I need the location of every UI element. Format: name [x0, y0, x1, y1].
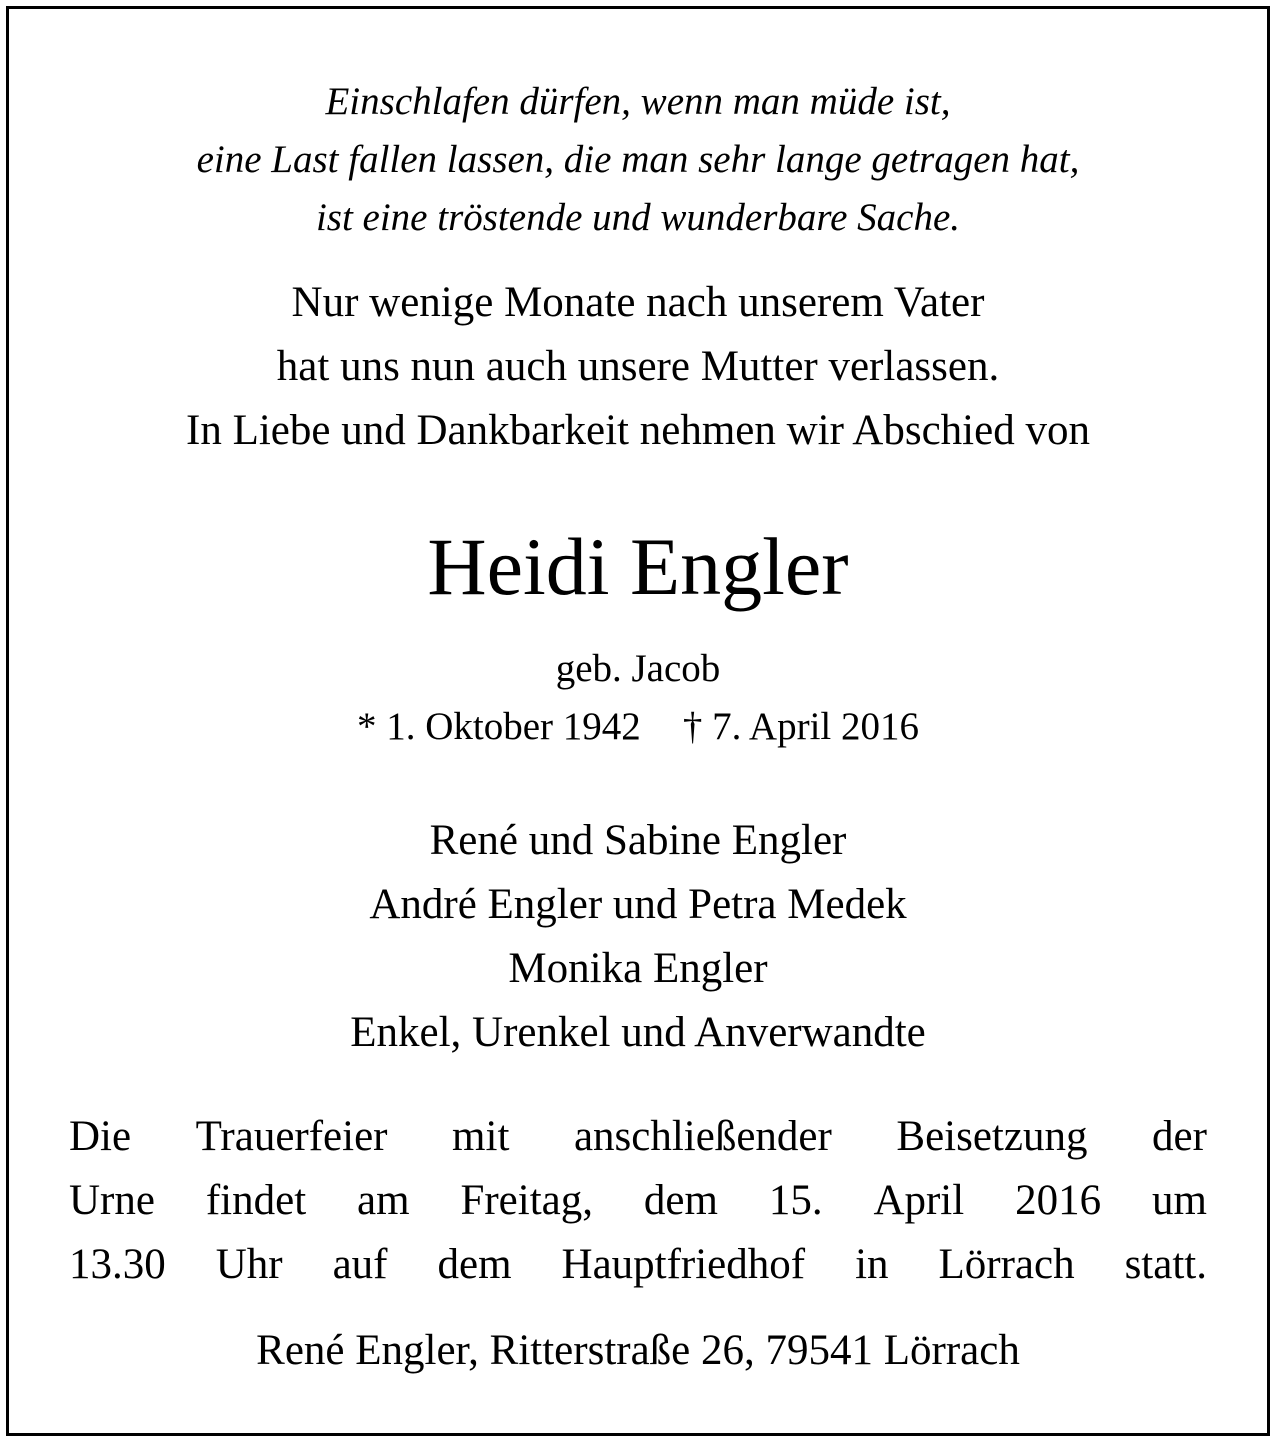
mourner-line-4: Enkel, Urenkel und Anverwandte	[350, 1009, 926, 1056]
ceremony-word: statt.	[1124, 1241, 1207, 1288]
death-date: † 7. April 2016	[682, 705, 919, 748]
ceremony-word: der	[1152, 1113, 1207, 1160]
ceremony-word: Uhr	[215, 1241, 283, 1288]
ceremony-word: 2016	[1015, 1177, 1102, 1224]
ceremony-line-2	[69, 1169, 1207, 1233]
ceremony-word: um	[1151, 1177, 1207, 1224]
ceremony-word: 15.	[768, 1177, 823, 1224]
ceremony-word: Hauptfriedhof	[561, 1241, 806, 1288]
contact-address: René Engler, Ritterstraße 26, 79541 Lörrach	[256, 1327, 1020, 1374]
poem-line-1: Einschlafen dürfen, wenn man müde ist,	[325, 80, 951, 123]
intro-line-3: In Liebe und Dankbarkeit nehmen wir Abschied von	[186, 407, 1090, 454]
ceremony-word: anschließender	[573, 1113, 832, 1160]
ceremony-word: 13.30	[69, 1241, 166, 1288]
ceremony-word: April	[873, 1177, 965, 1224]
ceremony-line-3	[69, 1233, 1207, 1297]
ceremony-word: Freitag,	[460, 1177, 594, 1224]
ceremony-word: Die	[69, 1113, 132, 1160]
ceremony-word: mit	[452, 1113, 510, 1160]
poem-line-2: eine Last fallen lassen, die man sehr lange getragen hat,	[196, 138, 1080, 181]
ceremony-word: in	[855, 1241, 889, 1288]
mourner-line-2: André Engler und Petra Medek	[369, 881, 907, 928]
ceremony-word: Trauerfeier	[195, 1113, 388, 1160]
birth-date: * 1. Oktober 1942	[357, 705, 641, 748]
mourner-line-3: Monika Engler	[508, 945, 768, 992]
ceremony-line-1	[69, 1105, 1207, 1169]
poem-line-3: ist eine tröstende und wunderbare Sache.	[315, 196, 961, 239]
maiden-name: geb. Jacob	[555, 647, 721, 690]
ceremony-word: Beisetzung	[896, 1113, 1088, 1160]
ceremony-word: Lörrach	[938, 1241, 1075, 1288]
intro-line-2: hat uns nun auch unsere Mutter verlassen.	[276, 343, 1000, 390]
ceremony-word: dem	[437, 1241, 512, 1288]
ceremony-word: dem	[643, 1177, 718, 1224]
deceased-name: Heidi Engler	[427, 521, 849, 612]
ceremony-word: auf	[332, 1241, 388, 1288]
intro-line-1: Nur wenige Monate nach unserem Vater	[291, 279, 985, 326]
obituary-notice	[6, 6, 1270, 1436]
mourner-line-1: René und Sabine Engler	[429, 817, 847, 864]
life-dates	[9, 699, 1267, 755]
ceremony-word: Urne	[69, 1177, 155, 1224]
ceremony-word: findet	[205, 1177, 307, 1224]
ceremony-word: am	[357, 1177, 410, 1224]
